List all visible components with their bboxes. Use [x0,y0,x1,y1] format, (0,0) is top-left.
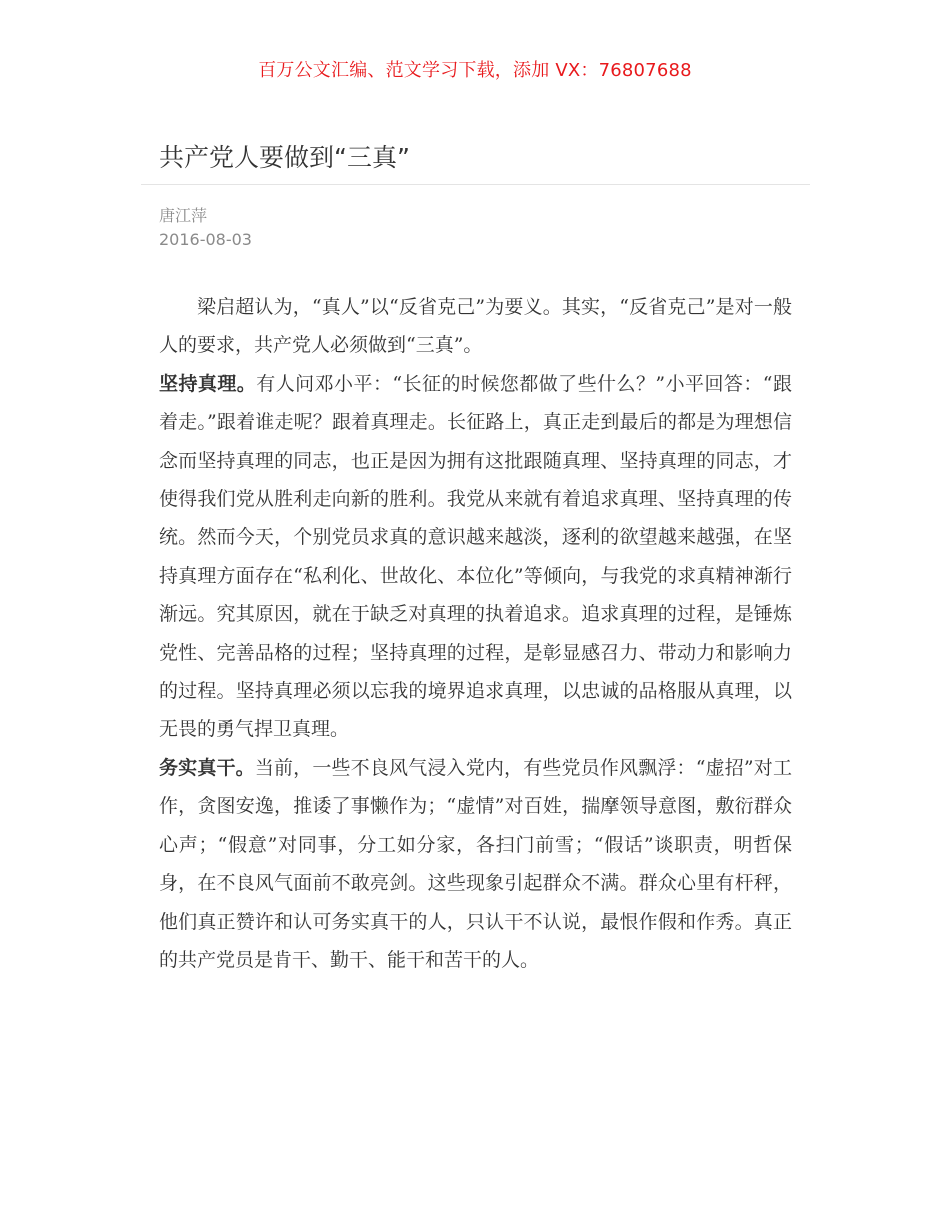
section-truth [159,365,792,749]
article-date: 2016-08-03 [159,230,252,249]
promo-banner: 百万公文汇编、范文学习下载，添加 VX：76807688 [258,60,692,81]
section-text: 有人问邓小平：“长征的时候您都做了些什么？”小平回答：“跟着走。”跟着谁走呢？跟着真理走。长征路上，真正走到最后的都是为理想信念而坚持真理的同志，也正是因为拥有这批跟随真理、坚持真理的同志，才使得我们党从胜利走向新的胜利。我党从来就有着追求真理、坚持真理的传统。然而今天，个别党员求真的意识越来越淡，逐利的欲望越来越强，在坚持真理方面存在“私利化、世故化、本位化”等倾向，与我党的求真精神渐行渐远。究其原因，就在于缺乏对真理的执着追求。追求真理的过程，是锤炼党性、完善品格的过程；坚持真理的过程，是彰显感召力、带动力和影响力的过程。坚持真理必须以忘我的境界追求真理，以忠诚的品格服从真理，以无畏的勇气捍卫真理。 [159,372,792,741]
section-text: 当前，一些不良风气浸入党内，有些党员作风飘浮：“虚招”对工作，贪图安逸，推诿了事懒作为；“虚情”对百姓，揣摩领导意图，敷衍群众心声；“假意”对同事，分工如分家，各扫门前雪；“假话”谈职责，明哲保身，在不良风气面前不敢亮剑。这些现象引起群众不满。群众心里有杆秤，他们真正赞许和认可务实真干的人，只认干不认说，最恨作假和作秀。真正的共产党员是肯干、勤干、能干和苦干的人。 [159,756,792,971]
section-heading: 坚持真理。 [159,372,257,395]
article-intro: 梁启超认为，“真人”以“反省克己”为要义。其实，“反省克己”是对一般人的要求，共产党人必须做到“三真”。 [159,296,792,357]
article-title: 共产党人要做到“三真” [159,143,410,172]
title-divider [141,184,810,185]
article-body [159,288,792,979]
section-heading: 务实真干。 [159,756,255,779]
section-work [159,749,792,979]
article-author: 唐江萍 [159,206,208,225]
